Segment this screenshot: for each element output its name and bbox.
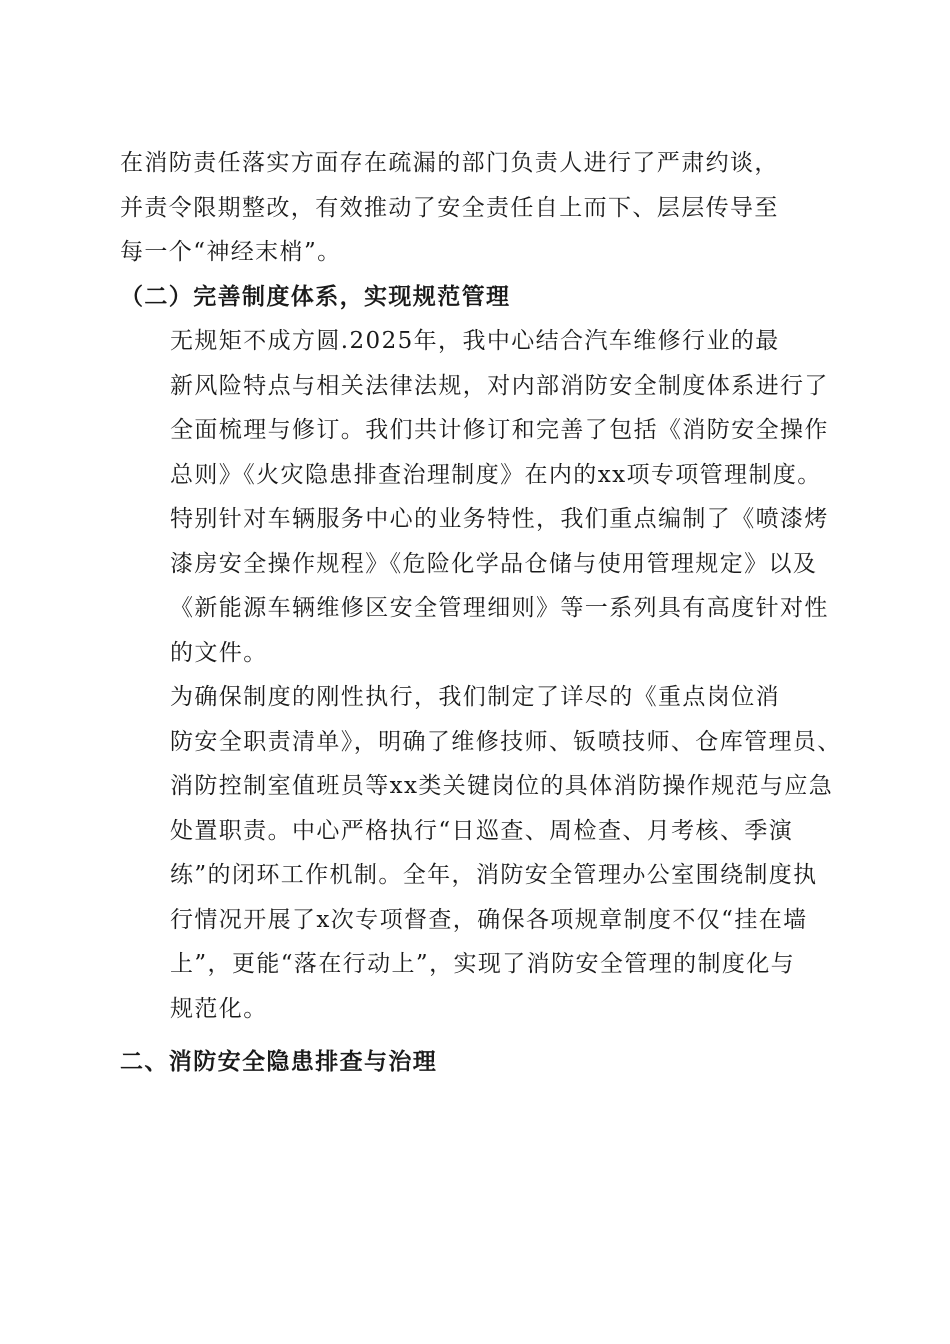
text-line: 《新能源车辆维修区安全管理细则》等一系列具有高度针对性 — [170, 595, 829, 621]
body-paragraph — [120, 319, 832, 675]
section-heading: （二）完善制度体系，实现规范管理 — [120, 282, 511, 310]
text-line: 特别针对车辆服务中心的业务特性，我们重点编制了《喷漆烤 — [170, 506, 829, 532]
text-line: 在消防责任落实方面存在疏漏的部门负责人进行了严肃约谈， — [120, 150, 779, 176]
text-line: 总则》《火灾隐患排查治理制度》在内的xx项专项管理制度。 — [170, 461, 822, 488]
text-line: 全面梳理与修订。我们共计修订和完善了包括《消防安全操作 — [170, 417, 829, 443]
text-line: 行情况开展了x次专项督查，确保各项规章制度不仅“挂在墙 — [170, 906, 808, 933]
text-line: 上”，更能“落在行动上”，实现了消防安全管理的制度化与 — [170, 951, 796, 977]
body-paragraph — [120, 675, 842, 1031]
text-line: 处置职责。中心严格执行“日巡查、周检查、月考核、季演 — [170, 817, 794, 844]
text-line: 无规矩不成方圆.2025年，我中心结合汽车维修行业的最 — [170, 328, 780, 354]
continuation-paragraph — [120, 141, 832, 275]
text-line: 新风险特点与相关法律法规，对内部消防安全制度体系进行了 — [170, 372, 829, 399]
text-line: 消防控制室值班员等xx类关键岗位的具体消防操作规范与应急 — [170, 773, 834, 799]
text-line: 防安全职责清单》，明确了维修技师、钣喷技师、仓库管理员、 — [170, 728, 842, 755]
text-line: 的文件。 — [170, 639, 268, 666]
text-line: 并责令限期整改，有效推动了安全责任自上而下、层层传导至 — [120, 194, 779, 221]
text-line: 每一个“神经末梢”。 — [120, 239, 342, 265]
text-line: 练”的闭环工作机制。全年，消防安全管理办公室围绕制度执 — [170, 862, 818, 888]
text-line: 为确保制度的刚性执行，我们制定了详尽的《重点岗位消 — [170, 684, 780, 710]
document-body — [120, 141, 842, 1085]
text-line: 规范化。 — [170, 995, 268, 1022]
chapter-heading: 二、消防安全隐患排查与治理 — [120, 1049, 438, 1075]
text-line: 漆房安全操作规程》《危险化学品仓储与使用管理规定》以及 — [170, 550, 818, 577]
